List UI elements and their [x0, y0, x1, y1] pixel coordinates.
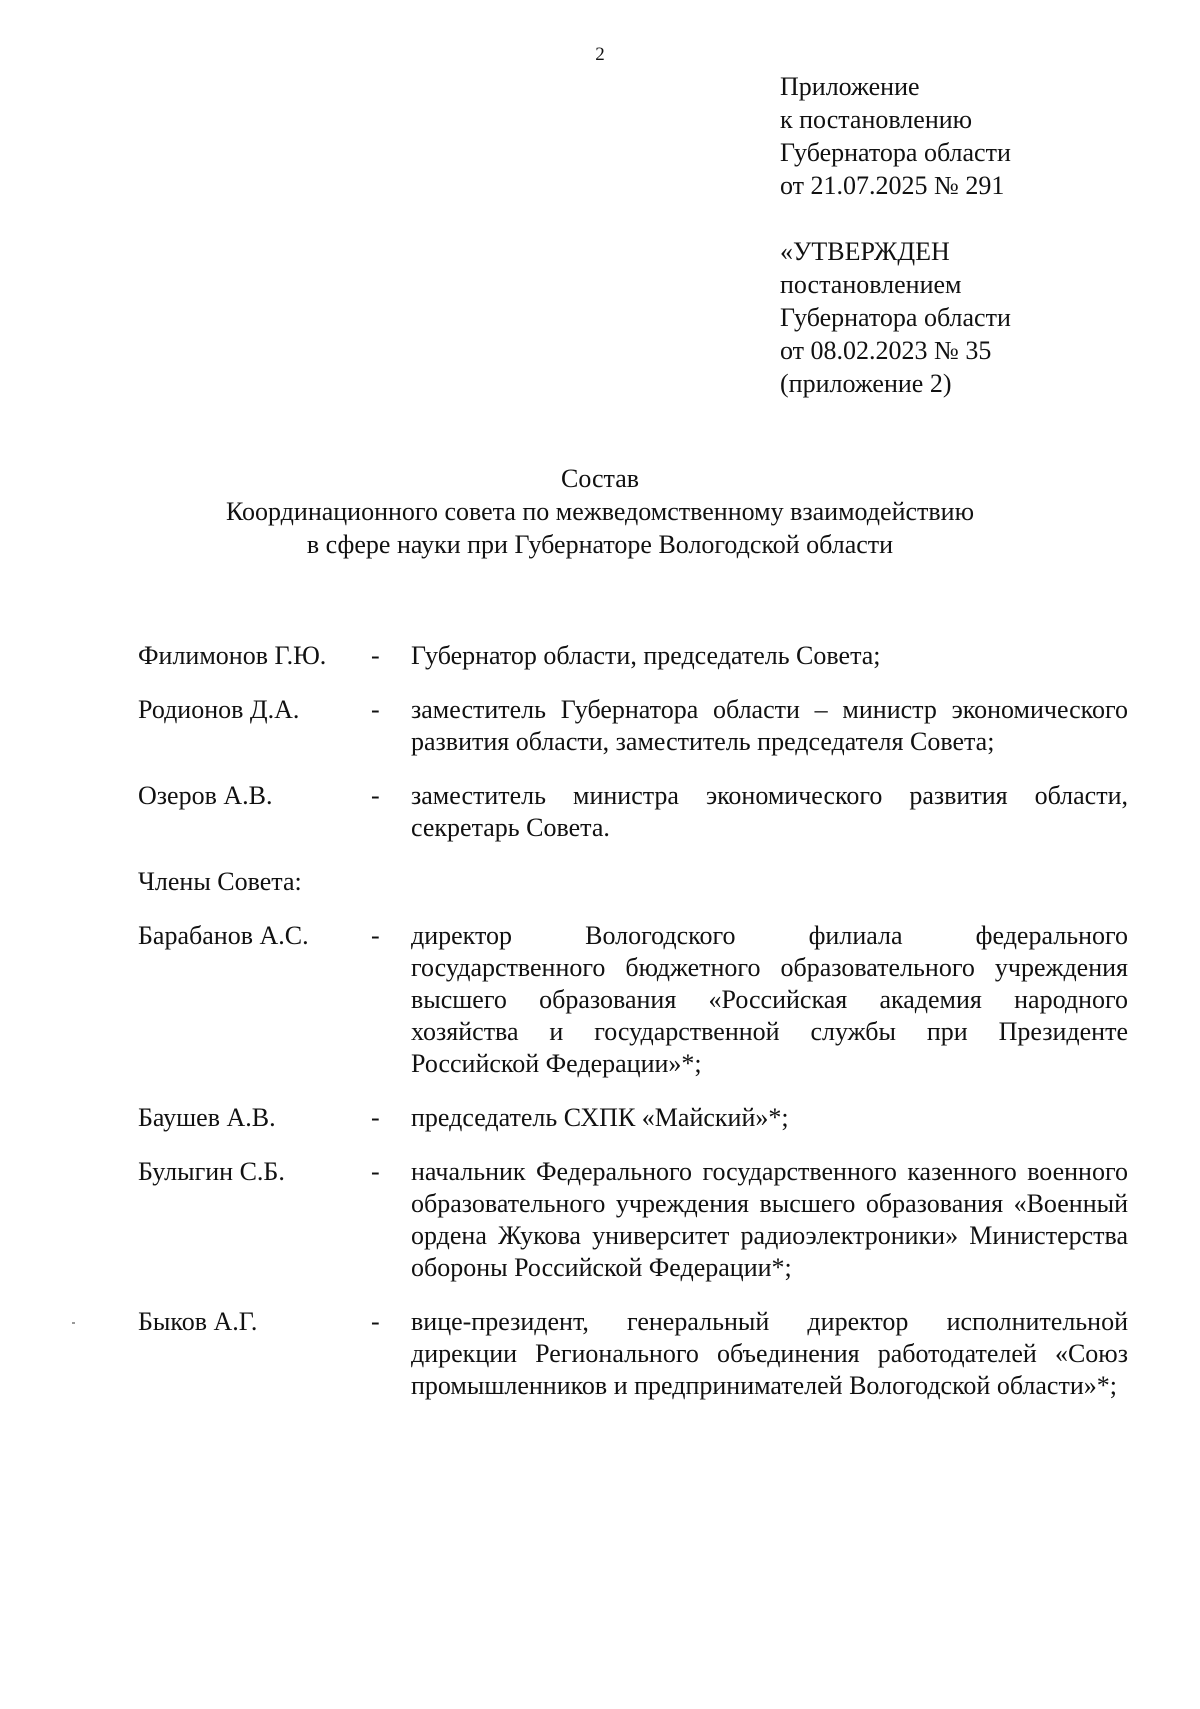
member-role: директор Вологодского филиала федерального государственного бюджетного образовательного учреждения высшего образования «Российская академия народного хозяйства и государственной службы при Президенте Российской Федерации»*; — [411, 921, 1128, 1078]
member-dash: - — [371, 781, 380, 810]
approved-line: Губернатора области — [780, 303, 1011, 332]
member-name: Филимонов Г.Ю. — [138, 641, 327, 670]
member-dash: - — [371, 1307, 380, 1336]
member-role: начальник Федерального государственного казенного военного образовательного учреждения высшего образования «Военный ордена Жукова университет радиоэлектроники» Министерства обороны Российской Федерации*; — [411, 1157, 1128, 1282]
approved-line: «УТВЕРЖДЕН — [780, 237, 950, 266]
members-heading: Члены Совета: — [138, 867, 302, 896]
member-dash: - — [371, 1157, 380, 1186]
appendix-line: Губернатора области — [780, 138, 1011, 167]
member-dash: - — [371, 921, 380, 950]
member-row — [138, 920, 1128, 1080]
member-name: Родионов Д.А. — [138, 695, 300, 724]
scan-speck — [72, 1322, 75, 1324]
approved-line: постановлением — [780, 270, 962, 299]
council-composition — [138, 640, 1128, 1424]
appendix-line: Приложение — [780, 72, 920, 101]
member-role: заместитель Губернатора области – министр экономического развития области, заместитель председателя Совета; — [411, 695, 1128, 756]
member-row — [138, 694, 1128, 758]
title-line: Состав — [560, 464, 640, 493]
member-row — [138, 1102, 1128, 1134]
approved-line: от 08.02.2023 № 35 — [780, 336, 992, 365]
member-dash: - — [371, 695, 380, 724]
member-role: председатель СХПК «Майский»*; — [411, 1103, 789, 1132]
member-row — [138, 1306, 1128, 1402]
member-dash: - — [371, 641, 380, 670]
appendix-line: к постановлению — [780, 105, 973, 134]
member-role: Губернатор области, председатель Совета; — [411, 641, 881, 670]
member-row — [138, 1156, 1128, 1284]
member-row — [138, 640, 1128, 672]
page-number: 2 — [595, 44, 605, 65]
appendix-line: от 21.07.2025 № 291 — [780, 171, 1005, 200]
member-row — [138, 780, 1128, 844]
document-title — [0, 462, 1200, 561]
member-name: Быков А.Г. — [138, 1307, 258, 1336]
member-role: заместитель министра экономического развития области, секретарь Совета. — [411, 781, 1128, 842]
member-dash: - — [371, 1103, 380, 1132]
member-name: Барабанов А.С. — [138, 921, 309, 950]
approval-stamp-block — [780, 70, 1011, 400]
title-line: в сфере науки при Губернаторе Вологодской области — [306, 530, 894, 559]
approved-line: (приложение 2) — [780, 369, 952, 398]
approved-block — [780, 235, 1011, 400]
member-name: Булыгин С.Б. — [138, 1157, 285, 1186]
title-line: Координационного совета по межведомственному взаимодействию — [225, 497, 975, 526]
member-name: Баушев А.В. — [138, 1103, 276, 1132]
member-role: вице-президент, генеральный директор исполнительной дирекции Регионального объединения работодателей «Союз промышленников и предпринимателей Вологодской области»*; — [411, 1307, 1128, 1400]
member-name: Озеров А.В. — [138, 781, 273, 810]
